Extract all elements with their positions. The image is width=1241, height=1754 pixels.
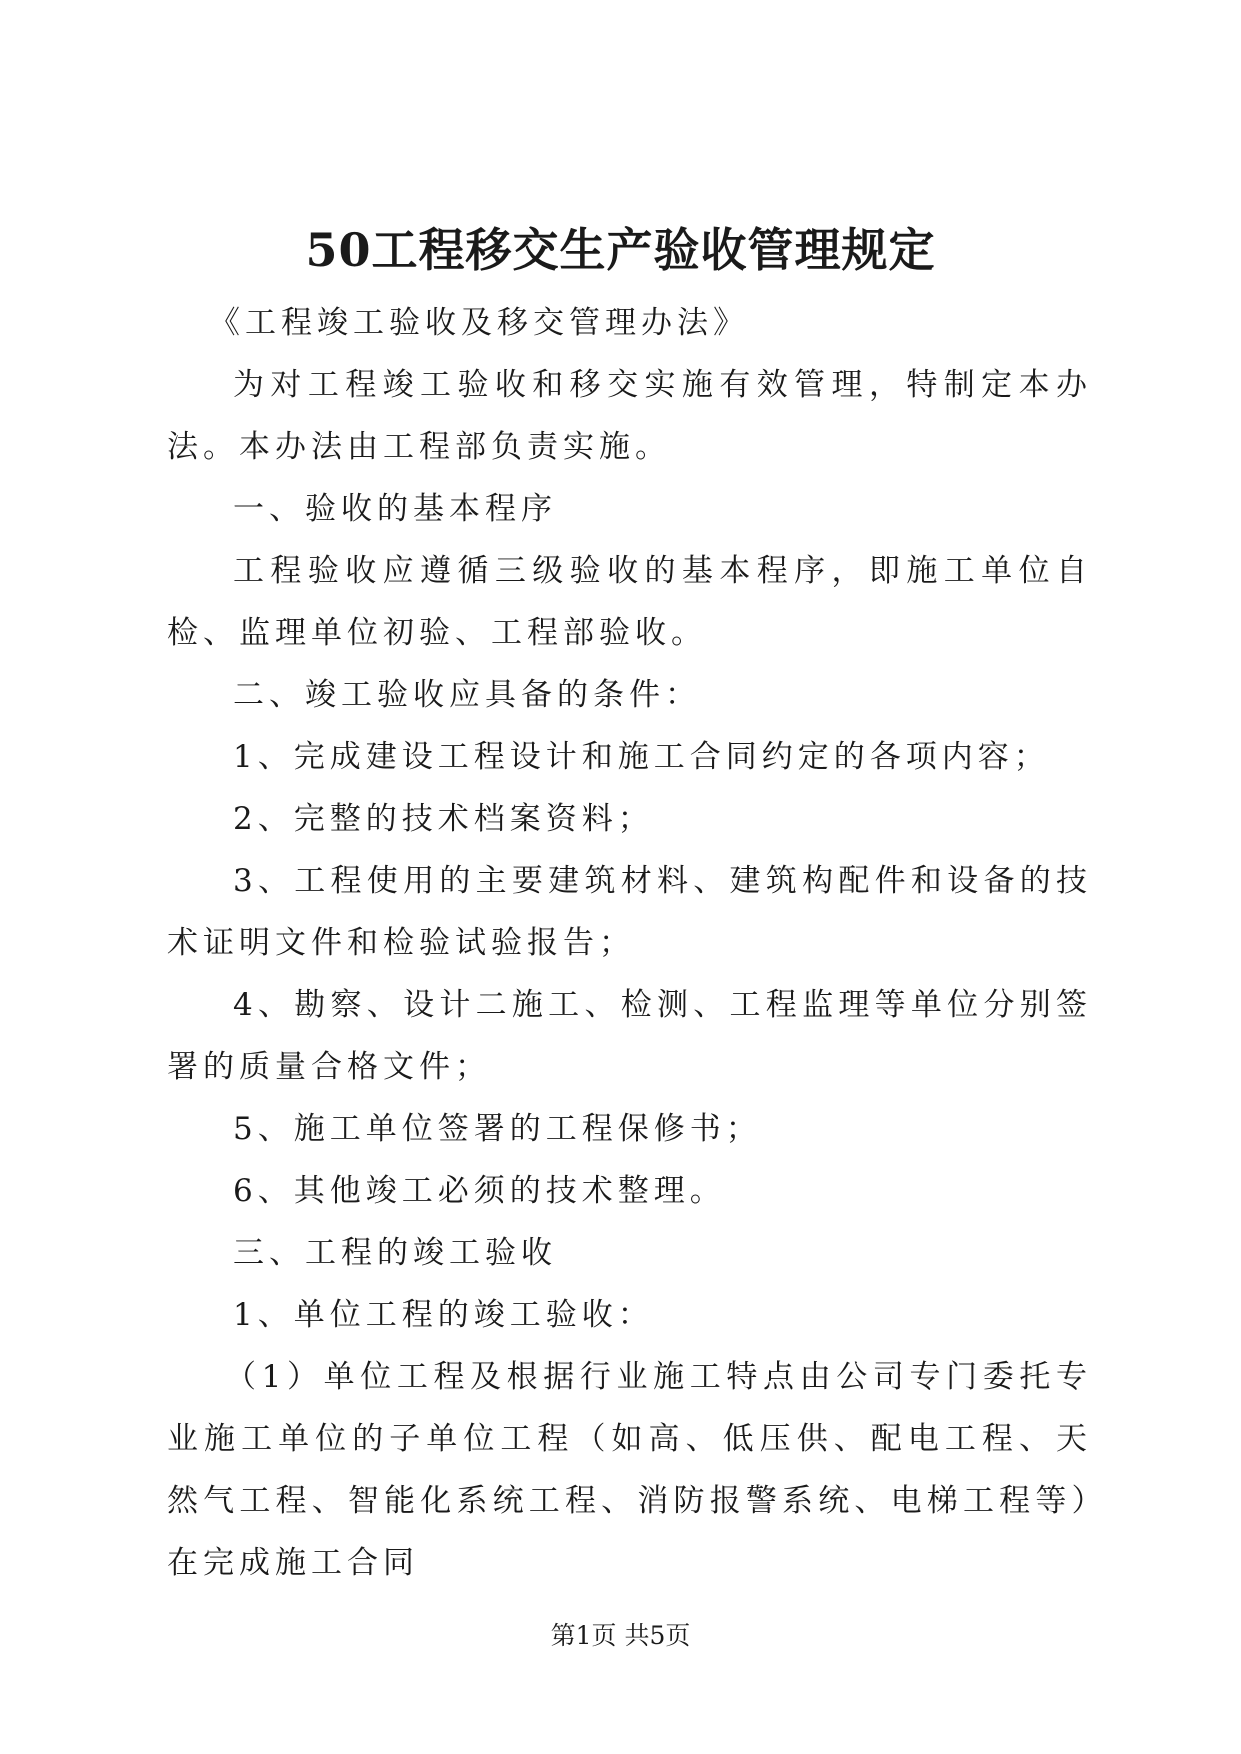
list-item: 6、其他竣工必须的技术整理。 xyxy=(233,1173,726,1209)
page-footer: 第1页 共5页 xyxy=(550,1621,691,1650)
section-heading: 二、竣工验收应具备的条件： xyxy=(233,677,701,713)
list-item: 3、工程使用的主要建筑材料、建筑构配件和设备的技术证明文件和检验试验报告； xyxy=(167,863,1092,961)
paragraph: （1）单位工程及根据行业施工特点由公司专门委托专业施工单位的子单位工程（如高、低压供、配电工程、天然气工程、智能化系统工程、消防报警系统、电梯工程等）在完成施工合同 xyxy=(167,1359,1092,1581)
document-title: 50工程移交生产验收管理规定 xyxy=(305,223,936,277)
paragraph-quote-title: 《工程竣工验收及移交管理办法》 xyxy=(209,305,749,341)
paragraph: 工程验收应遵循三级验收的基本程序，即施工单位自检、监理单位初验、工程部验收。 xyxy=(167,553,1092,651)
list-item: 4、勘察、设计二施工、检测、工程监理等单位分别签署的质量合格文件； xyxy=(167,987,1092,1085)
document-body xyxy=(167,292,1092,1594)
list-item: 5、施工单位签署的工程保修书； xyxy=(233,1111,762,1147)
sub-heading: 1、单位工程的竣工验收： xyxy=(233,1297,654,1333)
paragraph: 为对工程竣工验收和移交实施有效管理，特制定本办法。本办法由工程部负责实施。 xyxy=(167,367,1092,465)
section-heading: 三、工程的竣工验收 xyxy=(233,1235,557,1271)
list-item: 1、完成建设工程设计和施工合同约定的各项内容； xyxy=(233,739,1050,775)
list-item: 2、完整的技术档案资料； xyxy=(233,801,654,837)
section-heading: 一、验收的基本程序 xyxy=(233,491,557,527)
